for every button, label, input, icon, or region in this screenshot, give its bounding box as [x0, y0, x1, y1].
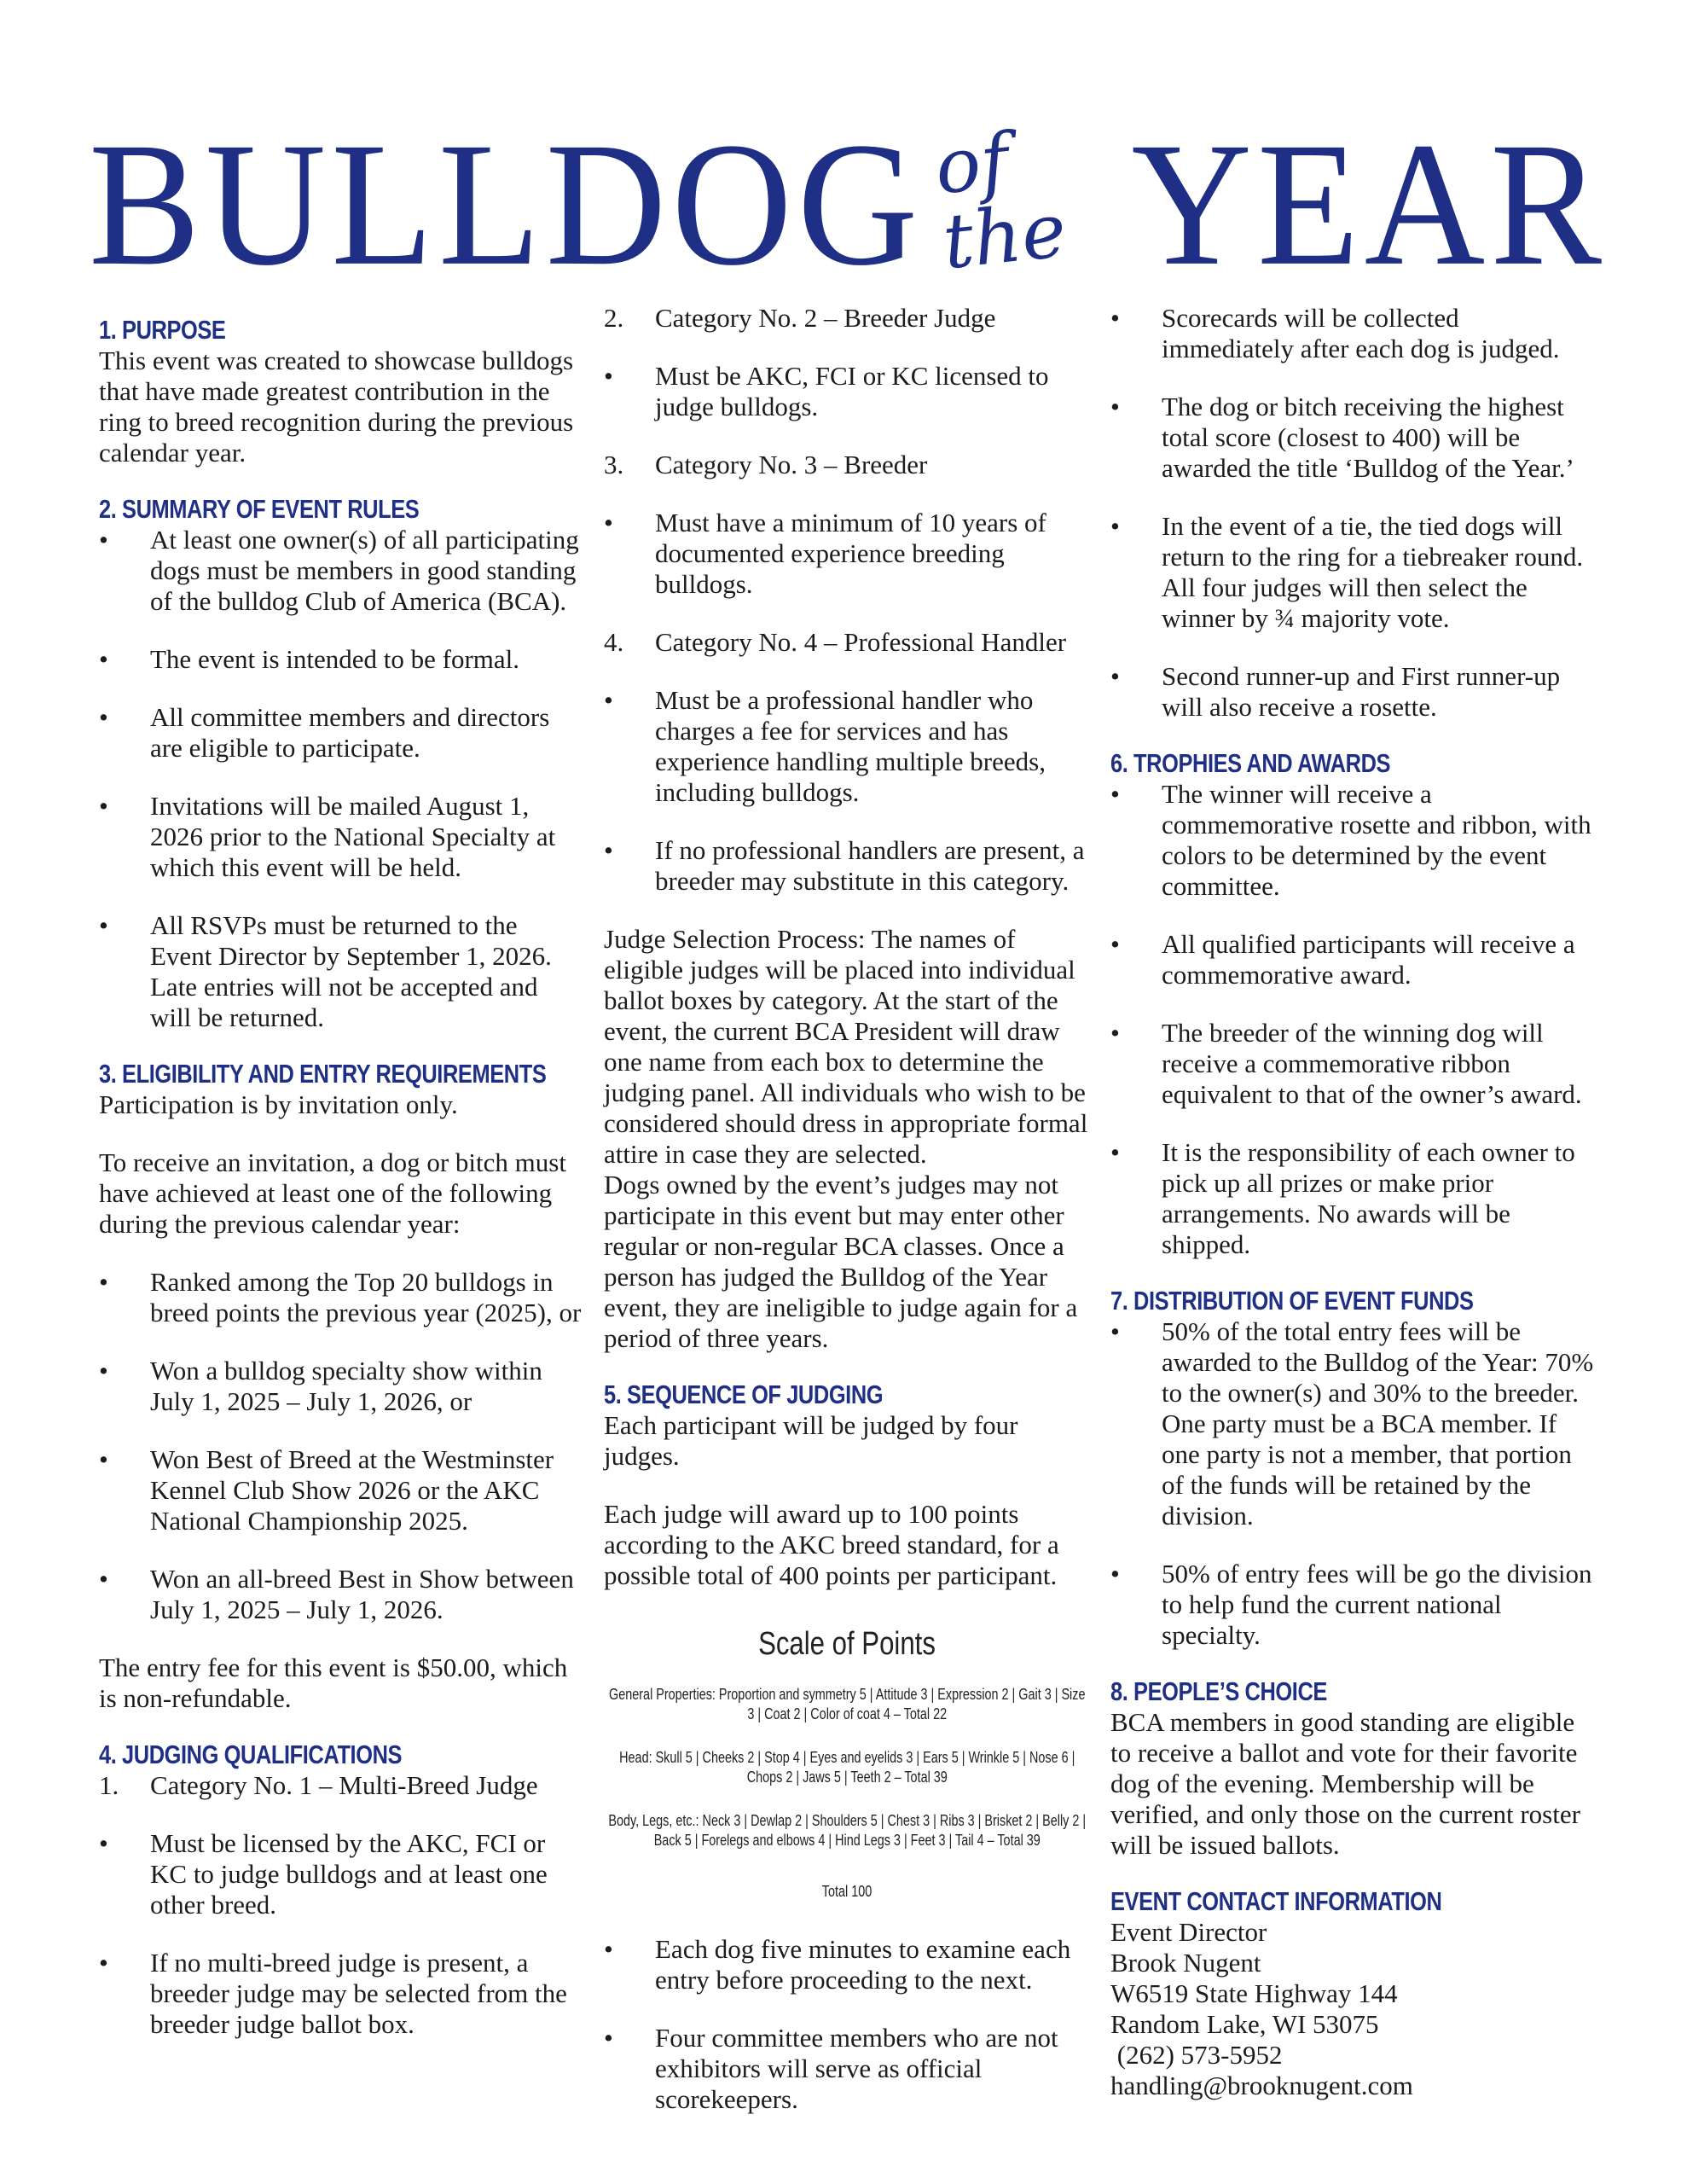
bullet: • [604, 508, 613, 537]
eligibility-intro: Participation is by invitation only. [99, 1089, 458, 1119]
contact-address-2: Random Lake, WI 53075 [1110, 2009, 1379, 2039]
bullet: • [1110, 1316, 1120, 1346]
peoples-choice-text: BCA members in good standing are eligible to receive a ballot and vote for their favorite dog of the evening. Membership will be verified, and only those on the current roster will be issued ballots. [1110, 1707, 1580, 1860]
list-item: • Each dog five minutes to examine each entry before proceeding to the next. [604, 1934, 1071, 1995]
bullet: • [604, 2023, 613, 2053]
category-4: 4. Category No. 4 – Professional Handler [604, 627, 1067, 657]
section-heading-purpose: 1. PURPOSE [99, 315, 226, 345]
bullet: • [1110, 779, 1120, 809]
contact-address-1: W6519 State Highway 144 [1110, 1978, 1398, 2008]
list-item: • The breeder of the winning dog will receive a commemorative ribbon equivalent to that of the owner’s award. [1110, 1018, 1582, 1109]
bullet: • [1110, 392, 1120, 421]
entry-fee-text: The entry fee for this event is $50.00, which is non-refundable. [99, 1653, 568, 1713]
section-heading-funds: 7. DISTRIBUTION OF EVENT FUNDS [1110, 1286, 1474, 1316]
page-title [89, 106, 1607, 303]
bullet: • [99, 644, 108, 674]
bullet: • [1110, 661, 1120, 691]
purpose-text: This event was created to showcase bulldogs that have made greatest contribution in the ring to breed recognition during the previous calendar year. [99, 346, 574, 468]
list-item: • If no multi-breed judge is present, a breeder judge may be selected from the breeder judge ballot box. [99, 1948, 567, 2039]
list-item: • Four committee members who are not exhibitors will serve as official scorekeepers. [604, 2023, 1058, 2114]
bullet: • [99, 1948, 108, 1978]
scale-body: Body, Legs, etc.: Neck 3 | Dewlap 2 | Shoulders 5 | Chest 3 | Ribs 3 | Brisket 2 | Belly 2 | Back 5 | Forelegs and elbows 4 | Hind Legs 3 | Feet 3 | Tail 4 – Total 39 [608, 1812, 1086, 1849]
list-item: • Second runner-up and First runner-up will also receive a rosette. [1110, 661, 1561, 722]
bullet: • [1110, 1137, 1120, 1167]
bullet: • [99, 1564, 108, 1594]
scale-head: Head: Skull 5 | Cheeks 2 | Stop 4 | Eyes and eyelids 3 | Ears 5 | Wrinkle 5 | Nose 6 | Chops 2 | Jaws 5 | Teeth 2 – Total 39 [618, 1749, 1075, 1786]
contact-role: Event Director [1110, 1917, 1267, 1947]
list-item: • The dog or bitch receiving the highest total score (closest to 400) will be awarded the title ‘Bulldog of the Year.’ [1110, 392, 1574, 483]
bullet: • [99, 910, 108, 940]
bullet: • [99, 1267, 108, 1297]
list-item: • Scorecards will be collected immediately after each dog is judged. [1110, 303, 1560, 363]
scale-general: General Properties: Proportion and symmetry 5 | Attitude 3 | Expression 2 | Gait 3 | Size 3 | Coat 2 | Color of coat 4 – Total 22 [608, 1686, 1086, 1722]
list-item: • Won a bulldog specialty show within July 1, 2025 – July 1, 2026, or [99, 1356, 542, 1416]
list-item: • The winner will receive a commemorative rosette and ribbon, with colors to be determined by the event committee. [1110, 779, 1591, 901]
section-heading-sequence: 5. SEQUENCE OF JUDGING [604, 1380, 884, 1409]
bullet: • [1110, 1018, 1120, 1048]
bullet: • [99, 1444, 108, 1474]
list-item: • Must be licensed by the AKC, FCI or KC to judge bulldogs and at least one other breed. [99, 1828, 548, 1920]
list-item: • All RSVPs must be returned to the Event Director by September 1, 2026. Late entries will not be accepted and will be returned. [99, 910, 552, 1032]
list-item: • All qualified participants will receive a commemorative award. [1110, 929, 1575, 990]
bullet: • [99, 791, 108, 821]
section-heading-trophies: 6. TROPHIES AND AWARDS [1110, 748, 1391, 778]
sequence-text-2: Each judge will award up to 100 points according to the AKC breed standard, for a possible total of 400 points per participant. [604, 1499, 1059, 1590]
bullet: • [99, 1356, 108, 1385]
list-item: • 50% of the total entry fees will be awarded to the Bulldog of the Year: 70% to the owner(s) and 30% to the breeder. One party must be a BCA member. If one party is not a member, that portion of the funds will be retained by the division. [1110, 1316, 1594, 1531]
list-item: • In the event of a tie, the tied dogs will return to the ring for a tiebreaker round. All four judges will then select the winner by ¾ majority vote. [1110, 511, 1584, 633]
section-heading-summary: 2. SUMMARY OF EVENT RULES [99, 494, 420, 524]
list-item: • At least one owner(s) of all participating dogs must be members in good standing of the bulldog Club of America (BCA). [99, 525, 579, 616]
column-middle [604, 303, 1090, 2115]
list-item: • The event is intended to be formal. [99, 644, 520, 674]
section-heading-peoples-choice: 8. PEOPLE’S CHOICE [1110, 1676, 1327, 1706]
judge-ineligible-text: Dogs owned by the event’s judges may not participate in this event but may enter other regular or non-regular BCA classes. Once a person has judged the Bulldog of the Year event, they are ineligible to judge again for a period of three years. [604, 1170, 1078, 1353]
list-item: • Invitations will be mailed August 1, 2026 prior to the National Specialty at which this event will be held. [99, 791, 556, 882]
list-item: • 50% of entry fees will be go the division to help fund the current national specialty. [1110, 1559, 1592, 1650]
list-item: • Must be a professional handler who charges a fee for services and has experience handling multiple breeds, including bulldogs. [604, 685, 1046, 807]
eligibility-intro-2: To receive an invitation, a dog or bitch must have achieved at least one of the following during the previous calendar year: [99, 1147, 566, 1239]
bullet: • [1110, 1559, 1120, 1589]
bullet: • [99, 525, 108, 555]
column-right [1110, 303, 1597, 2101]
bullet: • [604, 361, 613, 391]
section-heading-judging-qualifications: 4. JUDGING QUALIFICATIONS [99, 1740, 403, 1769]
contact-email[interactable]: handling@brooknugent.com [1110, 2071, 1413, 2100]
section-heading-eligibility: 3. ELIGIBILITY AND ENTRY REQUIREMENTS [99, 1059, 547, 1089]
list-item: • Must have a minimum of 10 years of documented experience breeding bulldogs. [604, 508, 1046, 599]
contact-phone: (262) 573-5952 [1110, 2040, 1283, 2070]
list-item: • All committee members and directors are eligible to participate. [99, 702, 550, 763]
list-item: • If no professional handlers are present, a breeder may substitute in this category. [604, 835, 1085, 896]
scale-total: Total 100 [821, 1883, 872, 1900]
judge-selection-text: Judge Selection Process: The names of eligible judges will be placed into individual ballot boxes by category. At the start of the event, the current BCA President will draw one name from each box to determine the judging panel. All individuals who wish to be considered should dress in appropriate formal attire in case they are selected. [604, 924, 1088, 1169]
contact-name: Brook Nugent [1110, 1948, 1261, 1978]
list-item: • It is the responsibility of each owner to pick up all prizes or make prior arrangements. No awards will be shipped. [1110, 1137, 1575, 1259]
bullet: • [1110, 511, 1120, 541]
bullet: • [1110, 929, 1120, 959]
title-year: YEAR [1131, 106, 1607, 303]
scale-title: Scale of Points [758, 1626, 936, 1662]
bullet: • [1110, 303, 1120, 333]
bullet: • [604, 1934, 613, 1964]
list-item: • Won Best of Breed at the Westminster Kennel Club Show 2026 or the AKC National Championship 2025. [99, 1444, 554, 1536]
sequence-text-1: Each participant will be judged by four judges. [604, 1410, 1018, 1471]
list-item: • Must be AKC, FCI or KC licensed to judge bulldogs. [604, 361, 1049, 421]
list-item: • Won an all-breed Best in Show between July 1, 2025 – July 1, 2026. [99, 1564, 574, 1624]
category-2: 2. Category No. 2 – Breeder Judge [604, 303, 996, 333]
column-left [99, 303, 585, 2040]
category-3: 3. Category No. 3 – Breeder [604, 450, 928, 479]
title-of-the: of the [930, 116, 1071, 287]
section-heading-contact: EVENT CONTACT INFORMATION [1110, 1886, 1442, 1916]
bullet: • [99, 1828, 108, 1858]
category-1: 1. Category No. 1 – Multi-Breed Judge [99, 1770, 538, 1800]
bullet: • [99, 702, 108, 732]
contact-block [1110, 1917, 1597, 2101]
list-item: • Ranked among the Top 20 bulldogs in breed points the previous year (2025), or [99, 1267, 582, 1327]
title-bulldog: BULLDOG [89, 106, 924, 303]
bullet: • [604, 685, 613, 715]
scale-of-points [604, 1625, 1090, 1907]
bullet: • [604, 835, 613, 865]
